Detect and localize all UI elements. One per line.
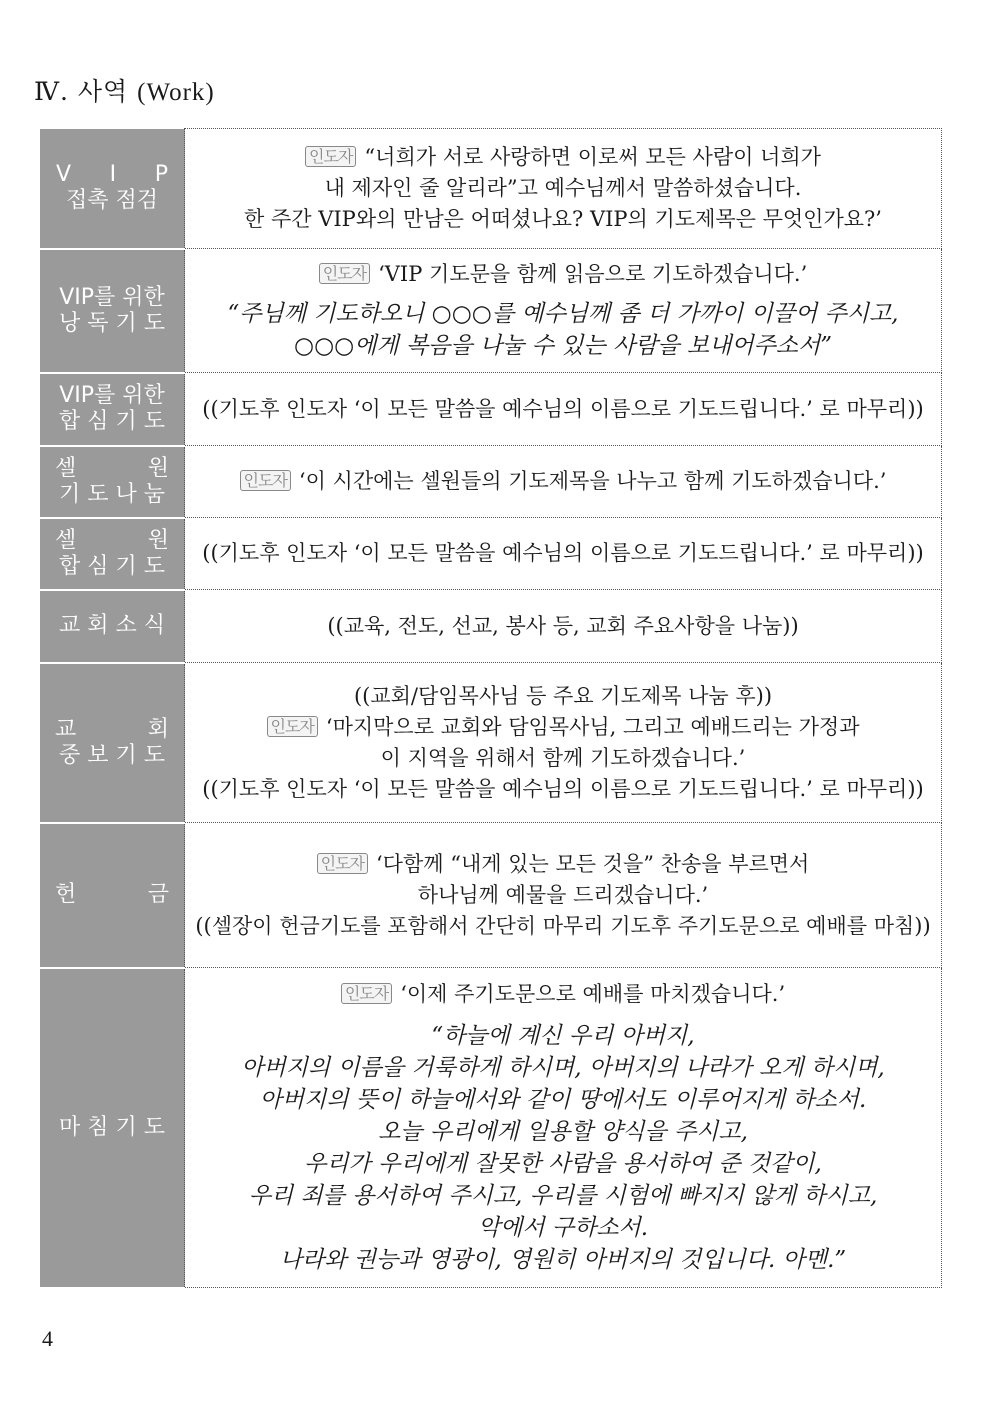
row-label-line: 접촉 점검 (65, 188, 158, 213)
row-label-line: 셀 원 (55, 527, 169, 553)
row-label (40, 823, 185, 968)
row-content (185, 663, 942, 823)
worship-order-table (40, 128, 942, 1289)
row-label-line: 교 회 (55, 716, 169, 742)
row-label-line: 합 심 기 도 (59, 553, 165, 579)
section-title-text: 사역 (77, 77, 129, 106)
row-content (185, 129, 942, 249)
row-label-line: VIP를 위한 (59, 383, 165, 408)
table-row (40, 129, 942, 249)
leader-badge: 인도자 (341, 983, 392, 1004)
content-line: ‘이 시간에는 셀원들의 기도제목을 나누고 함께 기도하겠습니다.’ (298, 469, 887, 493)
leader-badge: 인도자 (305, 146, 356, 167)
row-label-line: 합 심 기 도 (59, 409, 165, 434)
row-content (185, 518, 942, 590)
prayer-line: “주님께 기도하오니 ○○○를 예수님께 좀 더 가까이 이끌어 주시고, (227, 301, 899, 327)
title-paren-close: ) (205, 79, 215, 106)
content-line: “너희가 서로 사랑하면 이로써 모든 사람이 너희가 (364, 145, 821, 169)
leader-badge: 인도자 (319, 263, 370, 284)
content-line: ‘이제 주기도문으로 예배를 마치겠습니다.’ (400, 982, 786, 1006)
row-label-line: 마 침 기 도 (59, 1114, 165, 1140)
row-label-line: 헌 금 (55, 882, 169, 907)
content-line: ‘VIP 기도문을 함께 읽음으로 기도하겠습니다.’ (378, 262, 808, 286)
row-label (40, 518, 185, 590)
row-content (185, 823, 942, 968)
row-label-line: 셀 원 (55, 455, 169, 481)
table-row (40, 968, 942, 1288)
leader-badge: 인도자 (240, 470, 291, 491)
content-line: ((기도후 인도자 ‘이 모든 말씀을 예수님의 이름으로 기도드립니다.’ 로 마무리)) (202, 776, 924, 801)
content-line: ((교회/담임목사님 등 주요 기도제목 나눔 후)) (353, 683, 773, 708)
content-line: 이 지역을 위해서 함께 기도하겠습니다.’ (380, 745, 746, 770)
content-line: ((기도후 인도자 ‘이 모든 말씀을 예수님의 이름으로 기도드립니다.’ 로 마무리)) (202, 541, 924, 565)
row-label (40, 373, 185, 446)
row-label-line: 낭 독 기 도 (59, 310, 165, 336)
row-content (185, 590, 942, 663)
prayer-line: 우리가 우리에게 잘못한 사람을 용서하여 준 것같이, (304, 1151, 822, 1177)
prayer-line: 나라와 권능과 영광이, 영원히 아버지의 것입니다. 아멘.” (279, 1247, 847, 1273)
table-row (40, 249, 942, 373)
table-row (40, 373, 942, 446)
prayer-line: 악에서 구하소서. (477, 1215, 649, 1241)
row-label (40, 968, 185, 1288)
prayer-line: 우리 죄를 용서하여 주시고, 우리를 시험에 빠지지 않게 하시고, (248, 1183, 878, 1209)
row-content (185, 446, 942, 518)
leader-badge: 인도자 (317, 853, 368, 874)
section-numeral: Ⅳ. (34, 77, 69, 106)
content-line: 하나님께 예물을 드리겠습니다.’ (417, 882, 709, 907)
row-label (40, 446, 185, 518)
table-row (40, 823, 942, 968)
row-label (40, 663, 185, 823)
table-row (40, 518, 942, 590)
section-title-en: Work (146, 79, 206, 106)
leader-badge: 인도자 (267, 716, 318, 737)
title-paren-open: ( (137, 79, 147, 106)
prayer-line: 아버지의 이름을 거룩하게 하시며, 아버지의 나라가 오게 하시며, (241, 1055, 885, 1081)
page-number: 4 (42, 1326, 53, 1351)
row-label (40, 249, 185, 373)
content-line: ((기도후 인도자 ‘이 모든 말씀을 예수님의 이름으로 기도드립니다.’ 로 마무리)) (202, 396, 924, 421)
row-label-line: VIP를 위한 (59, 284, 165, 310)
row-content (185, 373, 942, 446)
row-label-line: 교 회 소 식 (59, 613, 165, 638)
row-label (40, 129, 185, 249)
prayer-line: 아버지의 뜻이 하늘에서와 같이 땅에서도 이루어지게 하소서. (259, 1087, 867, 1113)
prayer-line: ○○○에게 복음을 나눌 수 있는 사람을 보내어주소서” (294, 333, 832, 359)
section-title (34, 72, 215, 108)
row-content (185, 968, 942, 1288)
table-row (40, 446, 942, 518)
content-line: ((셀장이 헌금기도를 포함해서 간단히 마무리 기도후 주기도문으로 예배를 마침)) (195, 913, 931, 938)
content-line: ((교육, 전도, 선교, 봉사 등, 교회 주요사항을 나눔)) (327, 613, 799, 638)
prayer-line: 오늘 우리에게 일용할 양식을 주시고, (378, 1119, 748, 1145)
row-content (185, 249, 942, 373)
prayer-line: “하늘에 계신 우리 아버지, (431, 1023, 695, 1049)
table-row (40, 663, 942, 823)
row-label-line: 중 보 기 도 (59, 742, 165, 768)
content-line: 내 제자인 줄 알리라”고 예수님께서 말씀하셨습니다. (324, 176, 802, 200)
row-label (40, 590, 185, 663)
content-line: 한 주간 VIP와의 만남은 어떠셨나요? VIP의 기도제목은 무엇인가요?’ (244, 207, 882, 231)
content-line: ‘마지막으로 교회와 담임목사님, 그리고 예배드리는 가정과 (325, 714, 860, 739)
content-line: ‘다함께 “내게 있는 모든 것을” 찬송을 부르면서 (376, 851, 810, 876)
table-row (40, 590, 942, 663)
row-label-line: 기 도 나 눔 (59, 481, 165, 507)
row-label-line: V I P (56, 162, 168, 187)
